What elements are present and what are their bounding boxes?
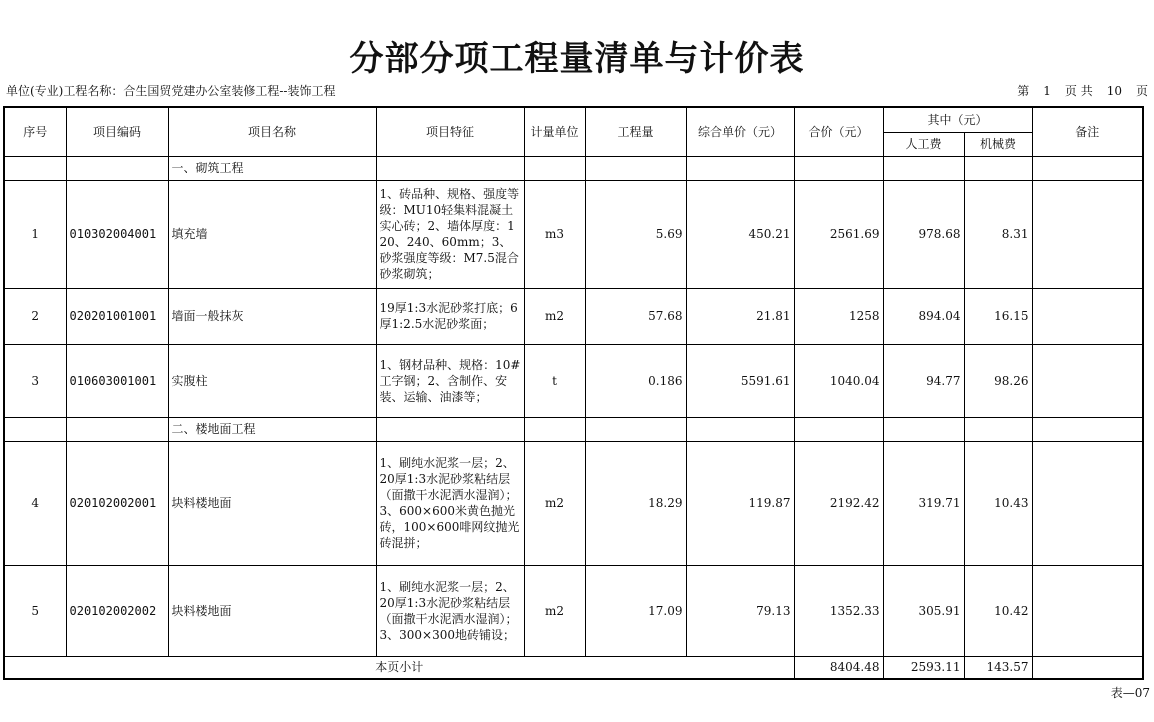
section-row [4, 417, 1143, 441]
page-mid: 页 共 [1064, 84, 1093, 98]
project-name: 单位(专业)工程名称：合生国贸党建办公室装修工程--装饰工程 [6, 84, 336, 98]
header-unit: 计量单位 [524, 107, 585, 156]
cell-feature: 1、砖品种、规格、强度等级：MU10轻集料混凝土实心砖；2、墙体厚度：120、240、60mm；3、砂浆强度等级：M7.5混合砂浆砌筑； [376, 180, 524, 288]
cell-name: 填充墙 [168, 180, 376, 288]
cell-labor: 94.77 [883, 344, 964, 417]
cell-labor: 978.68 [883, 180, 964, 288]
header-unit-price: 综合单价（元） [686, 107, 794, 156]
header-total: 合价（元） [794, 107, 883, 156]
section-title: 二、楼地面工程 [168, 417, 376, 441]
cell-feature: 19厚1:3水泥砂浆打底；6厚1:2.5水泥砂浆面； [376, 288, 524, 344]
cell-seq: 1 [4, 180, 66, 288]
cell-total: 2192.42 [794, 441, 883, 565]
table-row [4, 441, 1143, 565]
cell-labor: 319.71 [883, 441, 964, 565]
cell-name: 实腹柱 [168, 344, 376, 417]
section-title: 一、砌筑工程 [168, 156, 376, 180]
cell-remark [1032, 288, 1143, 344]
subtotal-machine: 143.57 [964, 656, 1032, 679]
cell-remark [1032, 344, 1143, 417]
cell-name: 块料楼地面 [168, 441, 376, 565]
header-machine: 机械费 [964, 132, 1032, 156]
cell-machine: 10.42 [964, 565, 1032, 656]
cell-seq: 3 [4, 344, 66, 417]
cell-code: 010603001001 [66, 344, 168, 417]
cell-qty: 0.186 [585, 344, 686, 417]
cell-feature: 1、钢材品种、规格：10#工字钢；2、含制作、安装、运输、油漆等； [376, 344, 524, 417]
subtotal-total: 8404.48 [794, 656, 883, 679]
cell-name: 块料楼地面 [168, 565, 376, 656]
cell-unit-price: 79.13 [686, 565, 794, 656]
header-remark: 备注 [1032, 107, 1143, 156]
bill-table [3, 106, 1144, 680]
table-row [4, 180, 1143, 288]
page-current: 1 [1043, 84, 1051, 98]
subtotal-label: 本页小计 [4, 656, 794, 679]
cell-seq: 5 [4, 565, 66, 656]
header-of-which: 其中（元） [883, 107, 1032, 132]
table-row [4, 565, 1143, 656]
page-total: 10 [1106, 84, 1122, 98]
header-code: 项目编码 [66, 107, 168, 156]
subtotal-labor: 2593.11 [883, 656, 964, 679]
cell-qty: 5.69 [585, 180, 686, 288]
cell-machine: 10.43 [964, 441, 1032, 565]
cell-unit-price: 119.87 [686, 441, 794, 565]
cell-unit-price: 21.81 [686, 288, 794, 344]
table-row [4, 344, 1143, 417]
cell-remark [1032, 180, 1143, 288]
cell-unit: t [524, 344, 585, 417]
cell-unit: m2 [524, 565, 585, 656]
cell-labor: 894.04 [883, 288, 964, 344]
page-prefix: 第 [1017, 84, 1030, 98]
cell-total: 1258 [794, 288, 883, 344]
cell-remark [1032, 565, 1143, 656]
cell-unit: m3 [524, 180, 585, 288]
subtotal-remark [1032, 656, 1143, 679]
header-name: 项目名称 [168, 107, 376, 156]
cell-machine: 8.31 [964, 180, 1032, 288]
page-suffix: 页 [1135, 84, 1148, 98]
cell-unit-price: 450.21 [686, 180, 794, 288]
page-info [1003, 83, 1148, 99]
cell-labor: 305.91 [883, 565, 964, 656]
cell-code: 020102002001 [66, 441, 168, 565]
cell-feature: 1、刷纯水泥浆一层；2、20厚1:3水泥砂浆粘结层（面撒干水泥洒水湿润）；3、600×600米黄色抛光砖，100×600啡网纹抛光砖混拼； [376, 441, 524, 565]
header-labor: 人工费 [883, 132, 964, 156]
cell-total: 1040.04 [794, 344, 883, 417]
cell-total: 2561.69 [794, 180, 883, 288]
table-number: 表—07 [1110, 686, 1150, 700]
header-seq: 序号 [4, 107, 66, 156]
cell-machine: 16.15 [964, 288, 1032, 344]
cell-feature: 1、刷纯水泥浆一层；2、20厚1:3水泥砂浆粘结层（面撒干水泥洒水湿润）；3、300×300地砖铺设； [376, 565, 524, 656]
cell-unit: m2 [524, 441, 585, 565]
page-title: 分部分项工程量清单与计价表 [349, 39, 805, 79]
cell-code: 020102002002 [66, 565, 168, 656]
cell-code: 010302004001 [66, 180, 168, 288]
cell-code: 020201001001 [66, 288, 168, 344]
cell-seq: 4 [4, 441, 66, 565]
cell-name: 墙面一般抹灰 [168, 288, 376, 344]
cell-seq: 2 [4, 288, 66, 344]
cell-total: 1352.33 [794, 565, 883, 656]
cell-qty: 57.68 [585, 288, 686, 344]
cell-remark [1032, 441, 1143, 565]
cell-unit: m2 [524, 288, 585, 344]
table-row [4, 288, 1143, 344]
cell-machine: 98.26 [964, 344, 1032, 417]
cell-unit-price: 5591.61 [686, 344, 794, 417]
section-row [4, 156, 1143, 180]
cell-qty: 18.29 [585, 441, 686, 565]
subtotal-row [4, 656, 1143, 679]
cell-qty: 17.09 [585, 565, 686, 656]
header-feature: 项目特征 [376, 107, 524, 156]
header-qty: 工程量 [585, 107, 686, 156]
